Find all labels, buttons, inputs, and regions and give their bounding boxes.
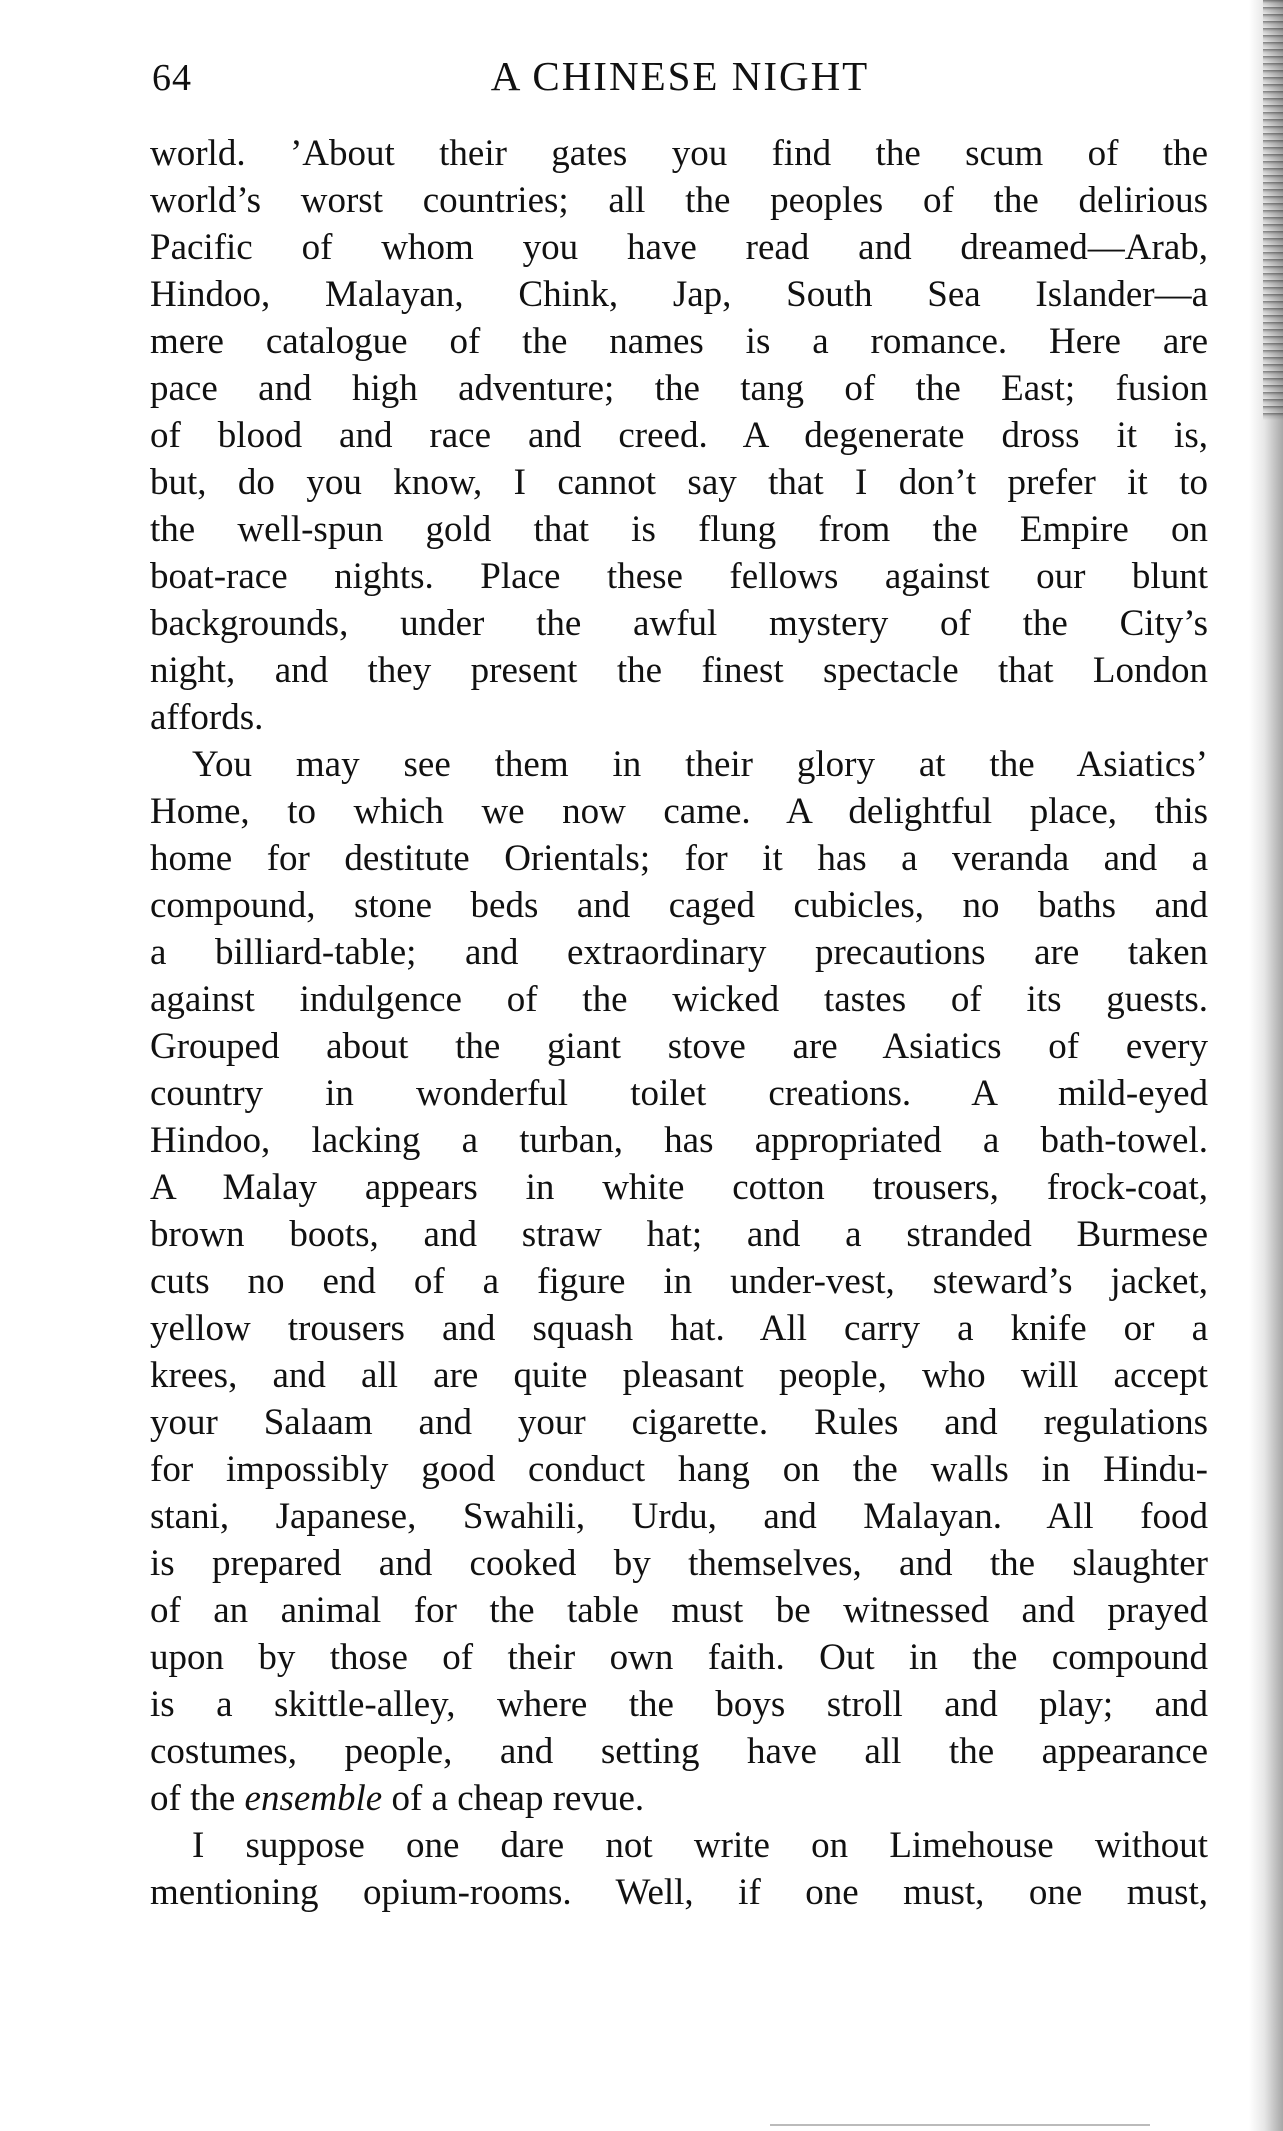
- text-line: mentioning opium-rooms. Well, if one must, one must,: [150, 1872, 1208, 1913]
- text-line: You may see them in their glory at the Asiatics’: [192, 744, 1208, 785]
- text-line: boat-race nights. Place these fellows against our blunt: [150, 556, 1208, 597]
- text-line-with-emphasis: [150, 1775, 1208, 1822]
- italic-word: ensemble: [244, 1778, 383, 1819]
- text-line: cuts no end of a figure in under-vest, steward’s jacket,: [150, 1261, 1208, 1302]
- text-line: Hindoo, lacking a turban, has appropriated a bath-towel.: [150, 1120, 1208, 1161]
- text-line: affords.: [150, 697, 264, 738]
- text-line: for impossibly good conduct hang on the walls in Hindu-: [150, 1449, 1208, 1490]
- text-line: Grouped about the giant stove are Asiatics of every: [150, 1026, 1208, 1067]
- text-line: yellow trousers and squash hat. All carry a knife or a: [150, 1308, 1208, 1349]
- text-line: krees, and all are quite pleasant people, who will accept: [150, 1355, 1208, 1396]
- page-number: 64: [152, 57, 192, 99]
- text-line: against indulgence of the wicked tastes of its guests.: [150, 979, 1208, 1020]
- text-line: A Malay appears in white cotton trousers, frock-coat,: [150, 1167, 1208, 1208]
- text-line: home for destitute Orientals; for it has a veranda and a: [150, 838, 1208, 879]
- page-gutter-speckle: [1263, 0, 1283, 420]
- text-fragment: of the: [150, 1778, 245, 1819]
- text-line: but, do you know, I cannot say that I don’t prefer it to: [150, 462, 1208, 503]
- text-line: pace and high adventure; the tang of the East; fusion: [150, 368, 1208, 409]
- running-title: A CHINESE NIGHT: [490, 53, 870, 99]
- text-line: of blood and race and creed. A degenerate dross it is,: [150, 415, 1208, 456]
- footer-rule: [770, 2124, 1150, 2126]
- text-line: Home, to which we now came. A delightful place, this: [150, 791, 1208, 832]
- text-line: world’s worst countries; all the peoples of the delirious: [150, 180, 1208, 221]
- page-header: [152, 46, 1208, 106]
- text-line: world. ’About their gates you find the scum of the: [150, 133, 1208, 174]
- text-line: stani, Japanese, Swahili, Urdu, and Malayan. All food: [150, 1496, 1208, 1537]
- text-line: compound, stone beds and caged cubicles, no baths and: [150, 885, 1208, 926]
- text-fragment: of a cheap revue.: [382, 1778, 645, 1819]
- text-line: mere catalogue of the names is a romance. Here are: [150, 321, 1208, 362]
- text-line: country in wonderful toilet creations. A mild-eyed: [150, 1073, 1208, 1114]
- text-line: night, and they present the finest spectacle that London: [150, 650, 1208, 691]
- text-line: I suppose one dare not write on Limehouse without: [192, 1825, 1208, 1866]
- text-line: Pacific of whom you have read and dreamed—Arab,: [150, 227, 1208, 268]
- text-line: of an animal for the table must be witnessed and prayed: [150, 1590, 1208, 1631]
- text-line: the well-spun gold that is flung from the Empire on: [150, 509, 1208, 550]
- text-line: is prepared and cooked by themselves, and the slaughter: [150, 1543, 1208, 1584]
- body-text: [150, 130, 1208, 1916]
- text-line: Hindoo, Malayan, Chink, Jap, South Sea Islander—a: [150, 274, 1208, 315]
- text-line: your Salaam and your cigarette. Rules and regulations: [150, 1402, 1208, 1443]
- text-line: brown boots, and straw hat; and a stranded Burmese: [150, 1214, 1208, 1255]
- text-line: backgrounds, under the awful mystery of the City’s: [150, 603, 1208, 644]
- text-line: costumes, people, and setting have all the appearance: [150, 1731, 1208, 1772]
- text-line: a billiard-table; and extraordinary precautions are taken: [150, 932, 1208, 973]
- text-line: is a skittle-alley, where the boys stroll and play; and: [150, 1684, 1208, 1725]
- text-line: upon by those of their own faith. Out in the compound: [150, 1637, 1208, 1678]
